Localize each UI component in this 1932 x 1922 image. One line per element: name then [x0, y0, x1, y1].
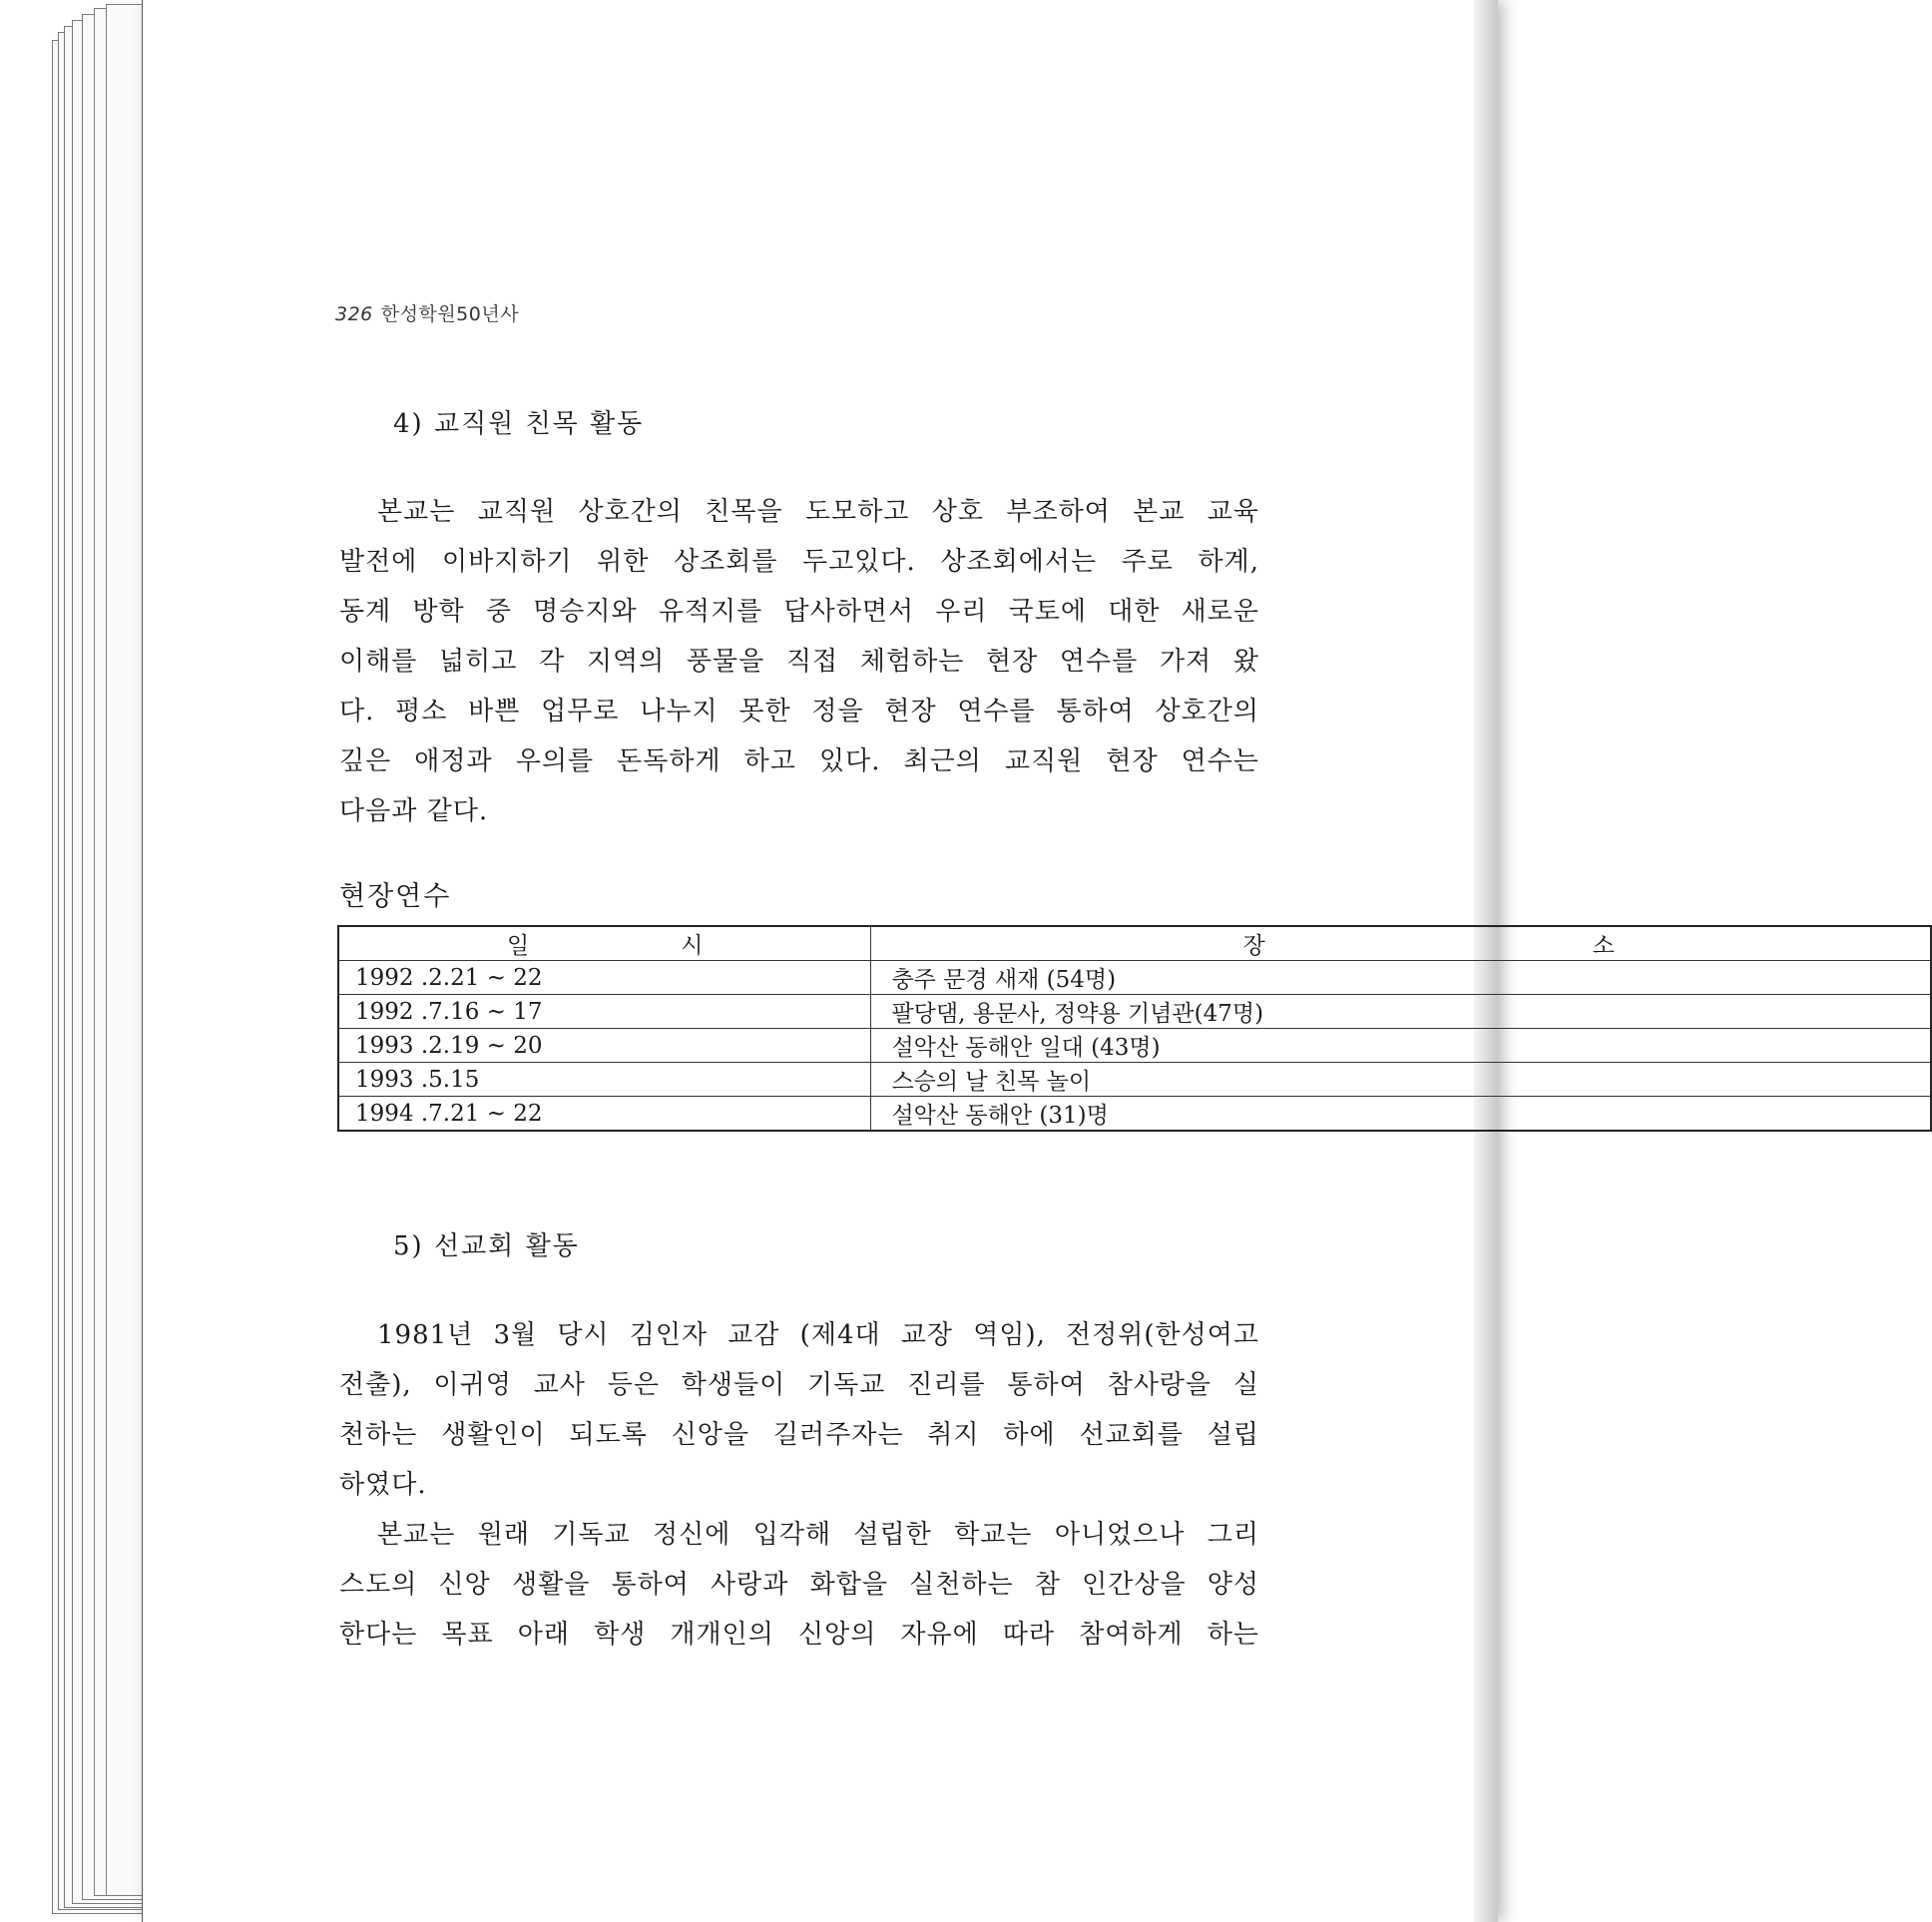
table-row — [338, 1097, 1931, 1132]
table-row — [338, 961, 1931, 995]
paragraph-line: 한다는 목표 아래 학생 개개인의 신앙의 자유에 따라 참여하게 하는 — [339, 1620, 1259, 1650]
section-5-title: 5) 선교회 활동 — [393, 1231, 580, 1261]
section-5-paragraph-2 — [339, 1510, 1259, 1660]
place-cell: 팔당댐, 용문사, 정약용 기념관(47명) — [871, 995, 1931, 1029]
header-char: 일 — [507, 933, 530, 959]
header-char: 시 — [681, 933, 704, 959]
section-4-title: 4) 교직원 친목 활동 — [393, 409, 645, 439]
field-training-table — [337, 925, 1932, 1132]
table-row — [338, 1029, 1931, 1063]
paragraph-line: 이해를 넓히고 각 지역의 풍물을 직접 체험하는 현장 연수를 가져 왔 — [339, 647, 1259, 677]
place-cell: 설악산 동해안 (31)명 — [871, 1097, 1931, 1132]
paragraph-line: 스도의 신앙 생활을 통하여 사랑과 화합을 실천하는 참 인간상을 양성 — [339, 1570, 1259, 1600]
paragraph-line: 전출), 이귀영 교사 등은 학생들이 기독교 진리를 통하여 참사랑을 실 — [339, 1370, 1259, 1400]
paragraph-line: 발전에 이바지하기 위한 상조회를 두고있다. 상조회에서는 주로 하계, — [339, 547, 1259, 577]
date-cell: 1994 .7.21 ~ 22 — [338, 1097, 871, 1132]
paragraph-line: 깊은 애정과 우의를 돈독하게 하고 있다. 최근의 교직원 현장 연수는 — [339, 746, 1259, 776]
table-header-row — [338, 926, 1931, 961]
paragraph-line: 동계 방학 중 명승지와 유적지를 답사하면서 우리 국토에 대한 새로운 — [339, 597, 1259, 627]
paragraph-line: 하였다. — [339, 1470, 427, 1500]
paragraph-line: 본교는 교직원 상호간의 친목을 도모하고 상호 부조하여 본교 교육 — [377, 497, 1259, 527]
table-row — [338, 995, 1931, 1029]
paragraph-line: 본교는 원래 기독교 정신에 입각해 설립한 학교는 아니었으나 그리 — [377, 1520, 1259, 1550]
header-char: 소 — [1592, 933, 1615, 959]
paragraph-line: 다음과 같다. — [339, 796, 489, 826]
book-title: 한성학원50년사 — [380, 303, 520, 325]
paragraph-line: 1981년 3월 당시 김인자 교감 (제4대 교장 역임), 전정위(한성여고 — [377, 1320, 1259, 1350]
date-cell: 1993 .5.15 — [338, 1063, 871, 1097]
page-number: 326 — [335, 303, 373, 325]
section-5-paragraph-1 — [339, 1310, 1259, 1510]
table-row — [338, 1063, 1931, 1097]
header-char: 장 — [1242, 933, 1265, 959]
place-cell: 충주 문경 새재 (54명) — [871, 961, 1931, 995]
date-cell: 1993 .2.19 ~ 20 — [338, 1029, 871, 1063]
section-4-paragraph — [339, 487, 1259, 836]
paragraph-line: 천하는 생활인이 되도록 신앙을 길러주자는 취지 하에 선교회를 설립 — [339, 1420, 1259, 1450]
date-cell: 1992 .2.21 ~ 22 — [338, 961, 871, 995]
date-column-header — [338, 926, 871, 961]
place-cell: 설악산 동해안 일대 (43명) — [871, 1029, 1931, 1063]
place-cell: 스승의 날 친목 놀이 — [871, 1063, 1931, 1097]
paragraph-line: 다. 평소 바쁜 업무로 나누지 못한 정을 현장 연수를 통하여 상호간의 — [339, 697, 1259, 726]
table-title: 현장연수 — [339, 881, 452, 912]
running-header — [335, 299, 519, 326]
date-cell: 1992 .7.16 ~ 17 — [338, 995, 871, 1029]
place-column-header — [871, 926, 1931, 961]
